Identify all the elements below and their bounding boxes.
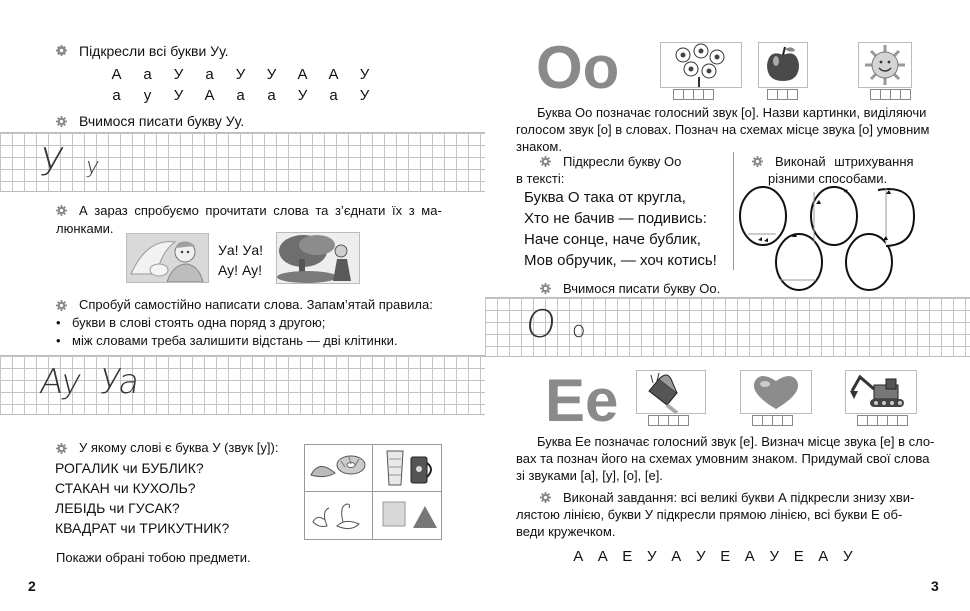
handwriting-grid-u[interactable] [0,132,485,192]
task-underline-o-line2: в тексті: [516,171,565,186]
rule-item: • між словами треба залишити відстань — дві клітинки. [50,332,398,350]
page-number-left: 2 [28,578,36,594]
letter[interactable]: У [769,548,780,565]
sound-scheme-cells[interactable] [673,89,713,100]
task-shade-line1: Виконай штрихування [775,154,914,169]
task-final-line2: лястою лінією, букви У підкресли прямою лінією, всі букви Е об- [516,507,903,522]
letter[interactable]: а [329,87,338,104]
gear-bullet-icon [56,45,67,56]
objects-picture-grid [304,444,442,540]
task-write-o: Вчимося писати букву Оо. [563,281,721,296]
big-letter-ee: Ее [545,367,619,434]
question-1: РОГАЛИК чи БУБЛИК? [55,460,204,476]
excavator-picture[interactable] [845,370,917,414]
poem-line: Хто не бачив — подивись: [524,210,707,227]
swan-goose-picture[interactable] [305,492,373,539]
letter[interactable]: У [235,66,246,83]
letter[interactable]: а [143,66,152,83]
ice-cream-picture[interactable] [636,370,706,414]
letter[interactable]: У [173,66,184,83]
shout-line-1: Уа! Уа! [218,242,264,258]
task-shade-line2: різними способами. [768,171,888,186]
shout-line-2: Ау! Ау! [218,262,263,278]
gear-bullet-icon [56,116,67,127]
sound-scheme-cells[interactable] [870,89,910,100]
letter[interactable]: А [597,548,608,565]
gear-bullet-icon [56,205,67,216]
gear-bullet-icon [540,156,551,167]
gear-bullet-icon [540,283,551,294]
handwriting-word-ua [97,362,140,402]
question-4: КВАДРАТ чи ТРИКУТНИК? [55,520,230,536]
handwriting-big-o: О [523,302,559,346]
letter[interactable]: А [744,548,755,565]
gear-bullet-icon [56,300,67,311]
sun-picture[interactable] [858,42,912,88]
flowers-picture[interactable] [660,42,742,88]
letter[interactable]: А [818,548,829,565]
oo-description-line2: голосом звук [о] в словах. Познач на схемах місце звука [о] умовним [516,122,930,137]
sound-scheme-cells[interactable] [767,89,797,100]
task-read-words-line1: А зараз спробуємо прочитати слова та з’єднати їх з ма- [79,203,442,218]
letter[interactable]: у [143,87,152,104]
oo-description-line3: знаком. [516,139,562,154]
gear-bullet-icon [752,156,763,167]
task-final-line1: Виконай завдання: всі великі букви А підкресли знизу хви- [563,490,915,505]
letter[interactable]: А [297,66,308,83]
letter[interactable]: А [573,548,584,565]
glass-mug-picture[interactable] [373,445,441,492]
heart-picture[interactable] [740,370,812,414]
letter[interactable]: а [267,87,276,104]
shading-ovals[interactable] [736,184,916,294]
question-2: СТАКАН чи КУХОЛЬ? [55,480,196,496]
letter[interactable]: а [236,87,245,104]
croissant-bagel-picture[interactable] [305,445,373,492]
oo-description-line1: Буква Оо позначає голосний звук [о]. Назви картинки, виділяючи [537,105,927,120]
letter[interactable]: У [359,87,370,104]
letter[interactable]: У [266,66,277,83]
letter[interactable]: А [111,66,122,83]
task-underline-u: Підкресли всі букви Уу. [79,43,229,59]
letter[interactable]: А [328,66,339,83]
letter[interactable]: А [671,548,682,565]
apple-picture[interactable] [758,42,808,88]
hw-word-au: Ау [37,362,83,402]
sound-scheme-cells[interactable] [752,415,792,426]
poem-line: Наче сонце, наче бублик, [524,231,701,248]
letter[interactable]: У [646,548,657,565]
ee-description-line3: зі звуками [а], [у], [о], [е]. [516,468,663,483]
hw-word-ua: Уа [97,362,141,402]
rule-item: • букви в слові стоять одна поряд з другою; [50,314,398,332]
sound-scheme-cells[interactable] [648,415,688,426]
letter[interactable]: У [359,66,370,83]
handwriting-small-u: у [84,154,101,179]
letter[interactable]: У [297,87,308,104]
letter[interactable]: А [204,87,215,104]
letter[interactable]: Е [793,548,804,565]
letters-row-1 [101,64,380,86]
page-number-right: 3 [931,578,939,594]
letter[interactable]: Е [720,548,731,565]
letter[interactable]: У [842,548,853,565]
letter[interactable]: а [112,87,121,104]
letter[interactable]: Е [622,548,633,565]
letters-row-2 [101,85,380,107]
task-final-line3: веди кружечком. [516,524,616,539]
big-letter-oo: Оо [536,34,620,101]
forest-picture[interactable] [276,232,360,284]
poem-line: Буква О така от кругла, [524,189,686,206]
task-write-u: Вчимося писати букву Уу. [79,113,245,129]
gear-bullet-icon [540,492,551,503]
task-write-words: Спробуй самостійно написати слова. Запам’ятай правила: [79,297,433,312]
handwriting-small-o: о [572,318,586,343]
handwriting-big-u: У [36,140,67,184]
baby-picture[interactable] [126,233,209,283]
column-divider [733,152,734,270]
task-underline-o-line1: Підкресли букву Оо [563,154,682,169]
gear-bullet-icon [56,443,67,454]
rules-list [50,314,398,350]
question-3: ЛЕБІДЬ чи ГУСАК? [55,500,180,516]
ee-description-line2: вах та познач його на схемах умовним знаком. Придумай свої слова [516,451,930,466]
handwriting-word-au [37,362,82,402]
letter[interactable]: У [695,548,706,565]
task-show-objects: Покажи обрані тобою предмети. [56,550,251,565]
ee-description-line1: Буква Ее позначає голосний звук [е]. Визнач місце звука [е] в сло- [537,434,935,449]
letter[interactable]: У [173,87,184,104]
task-which-word: У якому слові є буква У (звук [у]): [79,440,279,455]
letter[interactable]: а [205,66,214,83]
final-letters-row [566,546,860,568]
task-read-words-line2: люнками. [56,221,114,236]
poem-line: Мов обручик, — хоч котись! [524,252,717,269]
sound-scheme-cells[interactable] [857,415,907,426]
square-triangle-picture[interactable] [373,492,441,539]
